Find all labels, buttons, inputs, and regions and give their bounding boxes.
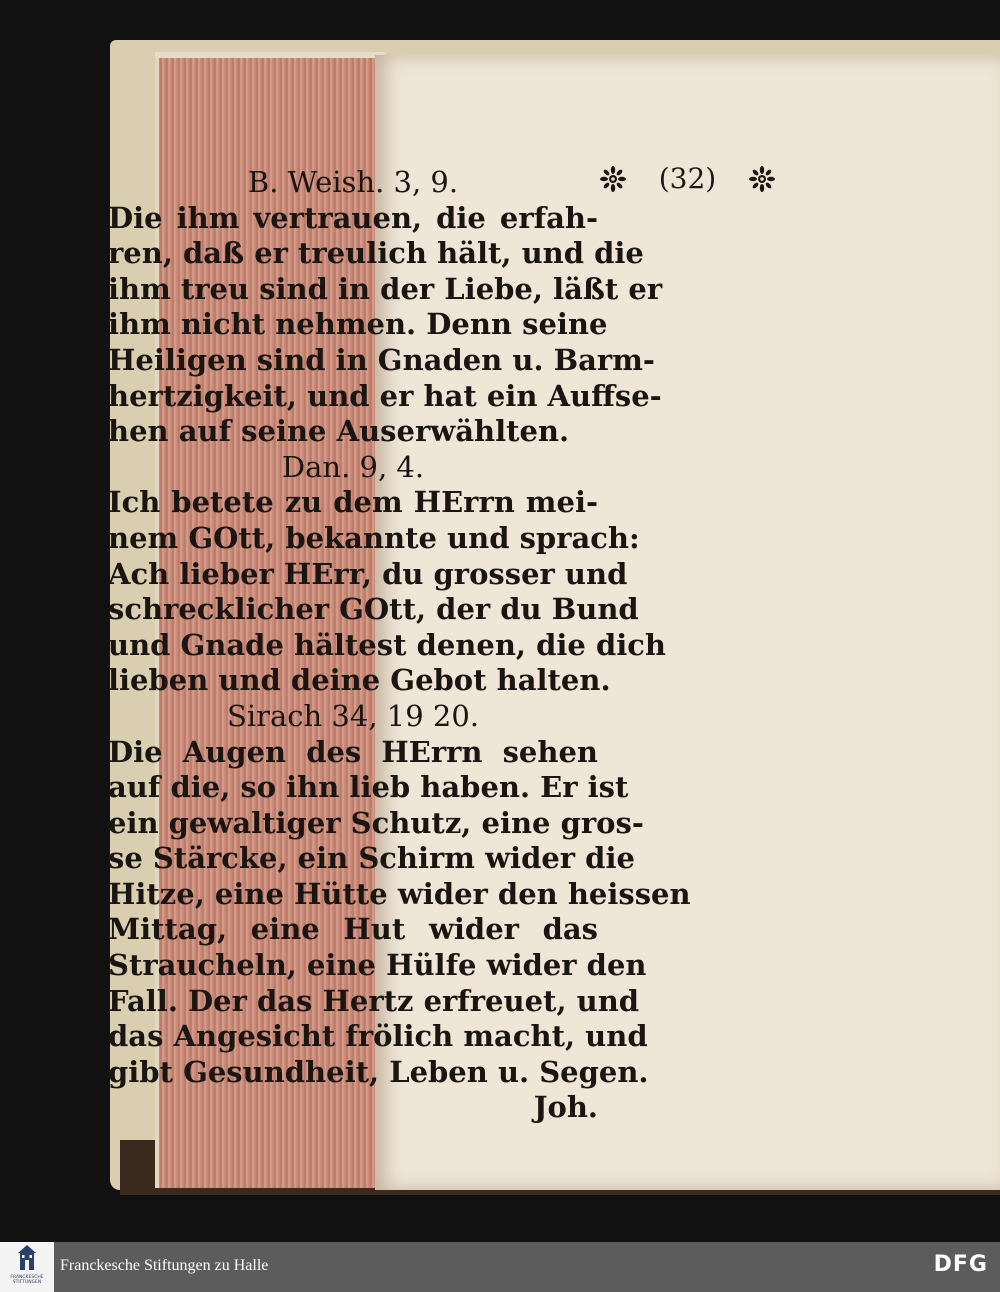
ornament-right-icon	[749, 166, 775, 192]
text-line: Ich betete zu dem HErrn mei-	[108, 485, 598, 520]
catchword: Joh.	[533, 1090, 598, 1125]
text-line: auf die, so ihn lieb haben. Er ist	[108, 770, 629, 805]
text-line: nem GOtt, bekannte und sprach:	[108, 520, 640, 555]
text-line: Die ihm vertrauen, die erfah-	[108, 200, 598, 235]
scripture-reference: B. Weish. 3, 9.	[247, 165, 459, 199]
text-line: hertzigkeit, und er hat ein Auffse-	[108, 378, 662, 413]
institution-logo[interactable]	[0, 1242, 54, 1292]
text-line: hen auf seine Auserwählten.	[108, 414, 570, 449]
text-line: Heiligen sind in Gnaden u. Barm-	[108, 342, 655, 377]
text-line: gibt Gesundheit, Leben u. Segen.	[108, 1054, 649, 1089]
text-line: se Stärcke, ein Schirm wider die	[108, 841, 635, 876]
building-icon	[0, 1242, 54, 1276]
viewer-footer	[0, 1242, 1000, 1292]
text-line: ihm nicht nehmen. Denn seine	[108, 307, 608, 342]
text-line: Fall. Der das Hertz erfreuet, und	[108, 983, 640, 1018]
text-line: und Gnade hältest denen, die dich	[108, 627, 666, 662]
text-line: ein gewaltiger Schutz, eine gros-	[108, 805, 644, 840]
text-line: Straucheln, eine Hülfe wider den	[108, 948, 647, 983]
logo-caption: FRANCKESCHE STIFTUNGEN	[10, 1275, 44, 1285]
scripture-reference: Dan. 9, 4.	[281, 449, 425, 484]
text-line: das Angesicht frölich macht, und	[108, 1019, 648, 1054]
text-line: schrecklicher GOtt, der du Bund	[108, 592, 639, 627]
text-line: Hitze, eine Hütte wider den heissen	[108, 876, 691, 911]
text-line: Ach lieber HErr, du grosser und	[108, 556, 628, 591]
scripture-reference: Sirach 34, 19 20.	[226, 698, 479, 733]
dfg-logo[interactable]: DFG	[933, 1252, 988, 1277]
page-number: (32)	[658, 162, 717, 195]
text-line: ihm treu sind in der Liebe, läßt er	[108, 271, 663, 306]
text-line: ren, daß er treulich hält, und die	[108, 236, 644, 271]
ornament-left-icon	[600, 166, 626, 192]
text-line: lieben und deine Gebot halten.	[108, 663, 611, 698]
text-line: Mittag, eine Hut wider das	[108, 912, 598, 947]
institution-name[interactable]: Franckesche Stiftungen zu Halle	[60, 1257, 269, 1274]
text-line: Die Augen des HErrn sehen	[108, 734, 598, 769]
